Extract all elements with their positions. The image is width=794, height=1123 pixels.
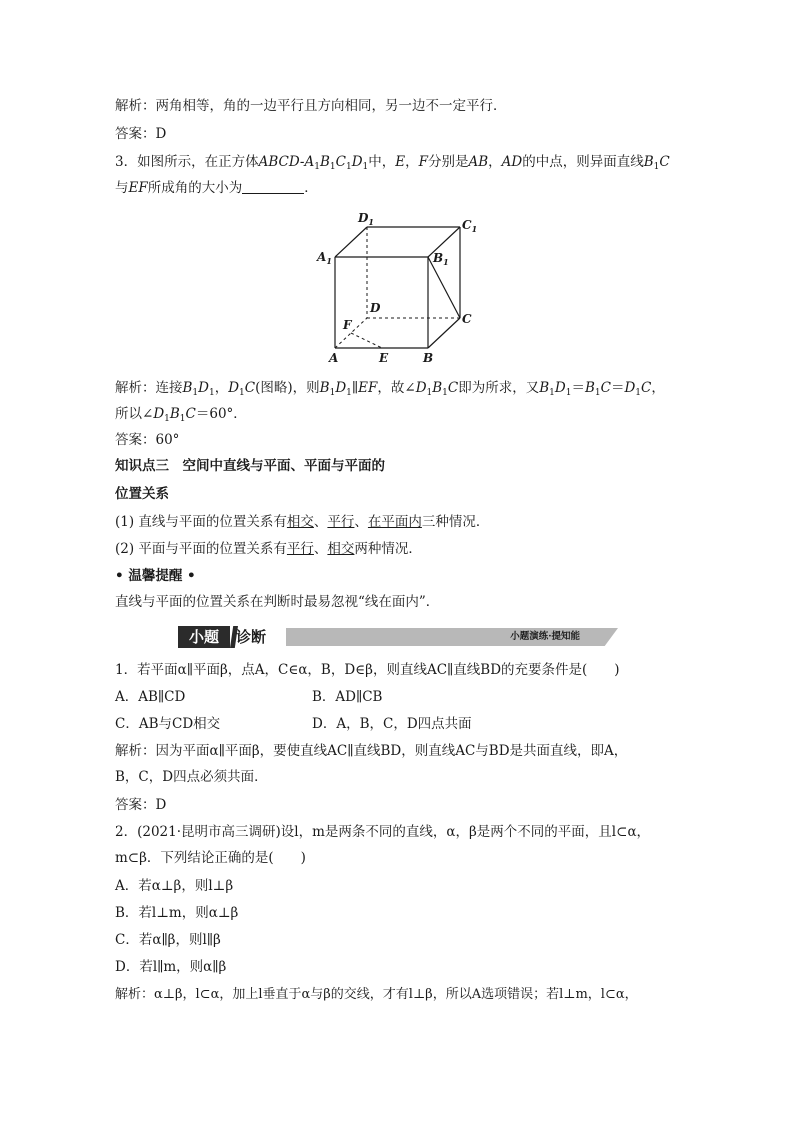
knowledge-point-title-cont: 位置关系 bbox=[115, 486, 169, 502]
edge-a1-d1 bbox=[335, 227, 367, 257]
problem-2-stem-2: m⊂β．下列结论正确的是( ) bbox=[115, 850, 306, 866]
q3-solution-line-1: 解析：连接$B_1D_1$，$D_1C$(图略)，则$B_1D_1\parallel EF$，故$\angle D_1B_1C$即为所求，又$B_1D_1=B_1C=D_1C$， bbox=[115, 380, 665, 398]
label-a1: $A_1$ bbox=[317, 250, 332, 266]
answer-line: 答案：D bbox=[115, 126, 167, 142]
tip-text: 直线与平面的位置关系在判断时最易忽视“线在面内”． bbox=[115, 594, 440, 610]
section-banner bbox=[178, 626, 618, 648]
problem-1-option-c: C．AB与CD相交 bbox=[115, 716, 221, 732]
problem-1-solution-2: B，C，D四点必须共面． bbox=[115, 769, 268, 785]
label-e: E bbox=[379, 351, 389, 365]
tip-title: • 温馨提醒 • bbox=[115, 568, 196, 584]
problem-2-option-a: A．若α⊥β，则l⊥β bbox=[115, 878, 234, 894]
kp3-item-1: (1) 直线与平面的位置关系有相交、平行、在平面内三种情况． bbox=[115, 514, 490, 530]
label-d1: $D_1$ bbox=[358, 211, 374, 227]
label-f: F bbox=[343, 318, 352, 332]
problem-2-stem-1: 2．(2021·昆明市高三调研)设l，m是两条不同的直线，α，β是两个不同的平面，且l⊂α， bbox=[115, 824, 651, 840]
label-c: C bbox=[462, 312, 472, 326]
kp3-item-2: (2) 平面与平面的位置关系有平行、相交两种情况． bbox=[115, 541, 422, 557]
problem-2-option-c: C．若α∥β，则l∥β bbox=[115, 932, 221, 948]
question-3-line-1: 3．如图所示，在正方体ABCD-$A_1B_1C_1D_1$中，E，F分别是AB，AD的中点，则异面直线$B_1C$ bbox=[115, 154, 670, 172]
problem-1-answer: 答案：D bbox=[115, 797, 167, 813]
problem-2-option-b: B．若l⊥m，则α⊥β bbox=[115, 905, 239, 921]
problem-1-solution-1: 解析：因为平面α∥平面β，要使直线AC∥直线BD，则直线AC与BD是共面直线，即A， bbox=[115, 743, 628, 759]
label-a: A bbox=[329, 351, 339, 365]
problem-1-option-d: D．A，B，C，D四点共面 bbox=[312, 716, 472, 732]
label-d: D bbox=[370, 301, 381, 315]
label-c1: $C_1$ bbox=[462, 218, 478, 234]
edge-b-c bbox=[428, 318, 460, 348]
label-b: B bbox=[423, 351, 434, 365]
problem-1-stem: 1．若平面α∥平面β，点A，C∈α，B，D∈β，则直线AC∥直线BD的充要条件是( ) bbox=[115, 662, 620, 678]
banner-tag: 小题 bbox=[178, 626, 230, 648]
q3-solution-line-2: 所以$\angle D_1B_1C=60^\circ$． bbox=[115, 406, 247, 424]
segment-f-e bbox=[351, 333, 382, 348]
analysis-line: 解析：两角相等，角的一边平行且方向相同，另一边不一定平行． bbox=[115, 98, 507, 114]
problem-1-option-a: A．AB∥CD bbox=[115, 689, 186, 705]
question-3-line-2: 与EF所成角的大小为 ． bbox=[115, 180, 318, 196]
problem-2-option-d: D．若l∥m，则α∥β bbox=[115, 959, 227, 975]
problem-2-solution: 解析：α⊥β，l⊂α，加上l垂直于α与β的交线，才有l⊥β，所以A选项错误；若l⊥m，l⊂α， bbox=[115, 987, 638, 1002]
problem-1-option-b: B．AD∥CB bbox=[312, 689, 383, 705]
banner-title: 诊断 bbox=[236, 628, 267, 646]
answer-blank bbox=[242, 179, 304, 194]
q3-answer: 答案：60° bbox=[115, 432, 180, 448]
label-b1: $B_1$ bbox=[433, 251, 449, 267]
cube-figure bbox=[300, 205, 490, 370]
banner-subtitle: 小题演练·提知能 bbox=[510, 631, 580, 642]
knowledge-point-title: 知识点三 空间中直线与平面、平面与平面的 bbox=[115, 458, 385, 474]
